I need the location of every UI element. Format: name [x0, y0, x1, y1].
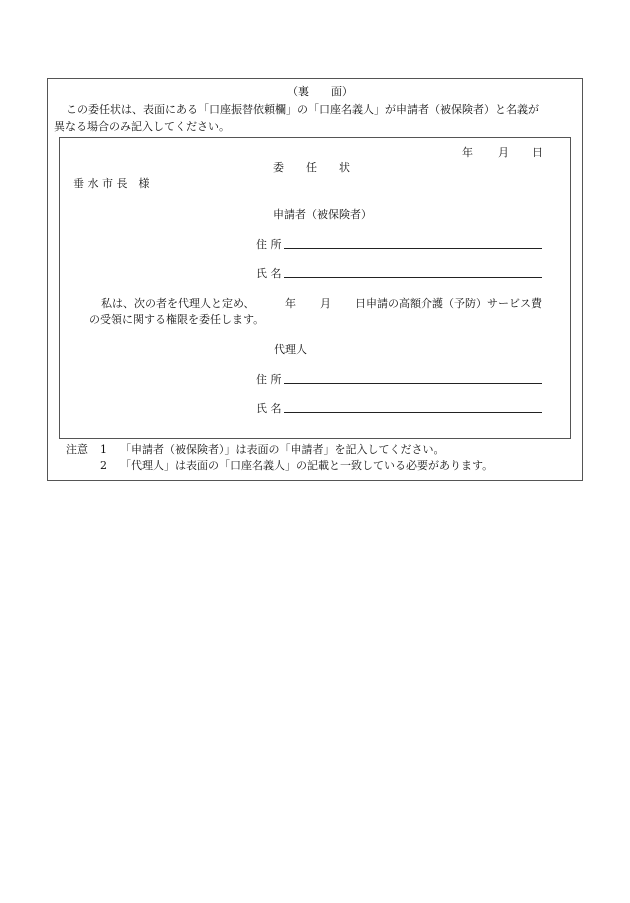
date-year-label: 年 — [462, 146, 473, 159]
agent-name-label: 氏 名 — [256, 402, 282, 415]
body-line-1-month: 月 — [320, 297, 331, 310]
applicant-name-label: 氏 名 — [256, 267, 282, 280]
body-line-1-year: 年 — [285, 297, 296, 310]
date-month-label: 月 — [498, 146, 509, 159]
note-2-text: 「代理人」は表面の「口座名義人」の記載と一致している必要があります。 — [120, 459, 494, 472]
body-line-1-part-a: 私は、次の者を代理人と定め、 — [101, 297, 255, 310]
note-2-number: 2 — [100, 459, 107, 472]
applicant-label: 申請者（被保険者） — [273, 208, 372, 221]
addressee: 垂 水 市 長 様 — [73, 177, 150, 190]
body-line-1-part-b: 日申請の高額介護（予防）サービス費 — [355, 297, 542, 310]
agent-label: 代理人 — [274, 343, 307, 356]
applicant-address-field[interactable] — [284, 248, 542, 249]
date-day-label: 日 — [532, 146, 543, 159]
applicant-address-label: 住 所 — [256, 238, 282, 251]
form-title: 委 任 状 — [273, 161, 350, 174]
agent-address-label: 住 所 — [256, 373, 282, 386]
agent-address-field[interactable] — [284, 383, 542, 384]
note-1-number: 1 — [100, 443, 107, 456]
intro-line-1: この委任状は、表面にある「口座振替依頼欄」の「口座名義人」が申請者（被保険者）と名義が — [66, 103, 539, 116]
applicant-name-field[interactable] — [284, 277, 542, 278]
notes-prefix: 注意 — [66, 443, 88, 456]
body-line-2: の受領に関する権限を委任します。 — [89, 313, 265, 326]
agent-name-field[interactable] — [284, 412, 542, 413]
intro-line-2: 異なる場合のみ記入してください。 — [54, 120, 230, 133]
page-heading: （裏 面） — [287, 85, 353, 98]
note-1-text: 「申請者（被保険者）」は表面の「申請者」を記入してください。 — [120, 443, 445, 456]
